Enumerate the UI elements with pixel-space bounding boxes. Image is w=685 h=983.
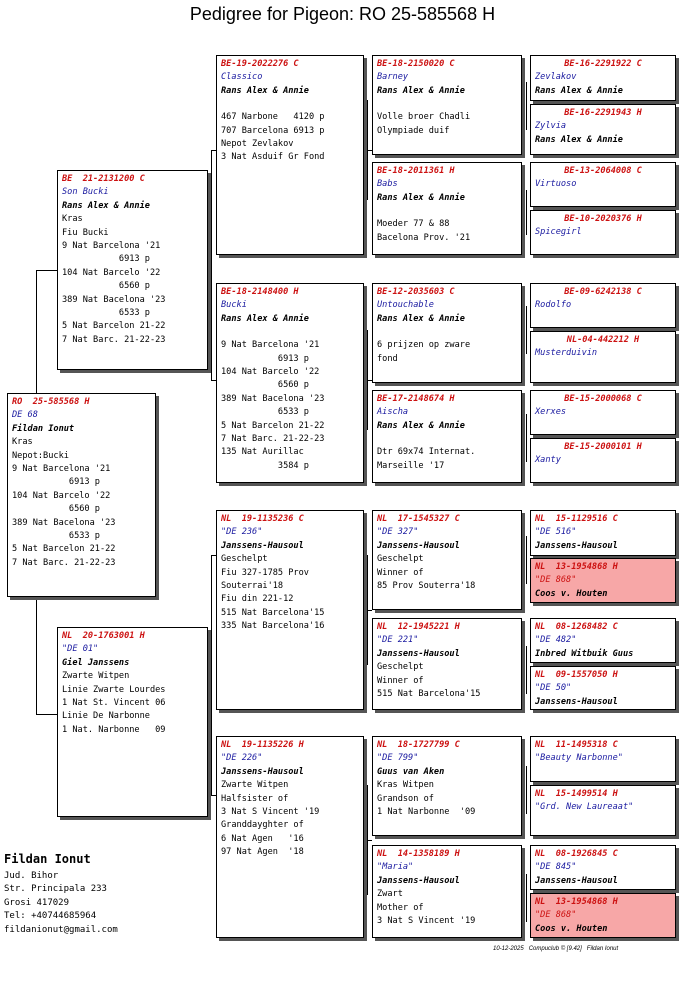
pigeon-name: "DE 327" (377, 527, 419, 538)
connector-line (36, 270, 59, 271)
sds-card[interactable] (372, 283, 522, 383)
ring-number: BE-18-2011361 H (377, 166, 455, 176)
g5-card-9[interactable] (530, 510, 676, 556)
info-line: 3 Nat S Vincent '19 (221, 807, 320, 818)
g5-card-1[interactable] (530, 55, 676, 101)
ring-number: NL 18-1727799 C (377, 740, 460, 750)
breeder-name: Rans Alex & Annie (535, 134, 623, 145)
pigeon-name: "DE 516" (535, 527, 577, 538)
breeder-name: Janssens-Hausoul (377, 648, 460, 659)
connector-line (526, 190, 527, 235)
info-line: 6533 p (62, 308, 150, 319)
ddd-card[interactable] (372, 845, 522, 938)
pigeon-name: "DE 01" (62, 644, 99, 655)
info-line: 515 Nat Barcelona'15 (221, 607, 325, 618)
connector-line (36, 270, 37, 393)
ring-number: BE-17-2148674 H (377, 394, 455, 404)
pigeon-name: "Grd. New Laureaat" (535, 802, 634, 813)
connector-line (211, 150, 212, 380)
info-line: Zwart (377, 889, 403, 900)
breeder-name: Rans Alex & Annie (377, 420, 465, 431)
info-line: Zwarte Witpen (62, 671, 130, 682)
info-line: Souterrai'18 (221, 581, 284, 592)
pigeon-name: "DE 50" (535, 683, 572, 694)
pigeon-name: Zylvia (535, 121, 567, 132)
connector-line (526, 536, 527, 584)
info-line: 9 Nat Barcelona '21 (62, 241, 161, 252)
g5-card-10[interactable] (530, 558, 676, 603)
info-line: Geschelpt (221, 554, 268, 565)
connector-line (367, 610, 372, 611)
ring-number: BE-18-2150020 C (377, 59, 455, 69)
info-line: Granddayghter of (221, 820, 304, 831)
pigeon-name: Aischa (377, 407, 409, 418)
info-line: 389 Nat Bacelona '23 (221, 393, 325, 404)
info-line: Linie De Narbonne (62, 711, 150, 722)
info-line: 389 Nat Bacelona '23 (62, 294, 166, 305)
info-line: 3 Nat Asduif Gr Fond (221, 152, 325, 163)
info-line: 6 prijzen op zware (377, 340, 471, 351)
info-line: 6913 p (12, 477, 100, 488)
info-line: Dtr 69x74 Internat. (377, 447, 476, 458)
owner-phone: Tel: +40744685964 (4, 911, 97, 921)
ring-number: NL 15-1499514 H (535, 789, 618, 799)
ring-number: NL 08-1926845 C (535, 849, 618, 859)
ring-number: BE 21-2131200 C (62, 174, 145, 184)
pigeon-name: "DE 236" (221, 527, 263, 538)
info-line: Geschelpt (377, 662, 424, 673)
pigeon-name: "DE 482" (535, 635, 577, 646)
info-line: 1 Nat. Narbonne 09 (62, 724, 166, 735)
info-line: Grandson of (377, 793, 434, 804)
info-line: 104 Nat Barcelo '22 (221, 367, 320, 378)
pigeon-name: Virtuoso (535, 179, 577, 190)
pigeon-name: DE 68 (12, 410, 38, 421)
info-line: 6560 p (12, 504, 100, 515)
g5-card-7[interactable] (530, 390, 676, 435)
ring-number: BE-15-2000068 C (564, 394, 642, 404)
g5-card-8[interactable] (530, 438, 676, 483)
pigeon-name: "DE 226" (221, 753, 263, 764)
breeder-name: Fildan Ionut (12, 423, 75, 434)
ring-number: BE-12-2035603 C (377, 287, 455, 297)
info-line: 9 Nat Barcelona '21 (12, 464, 111, 475)
pigeon-name: "DE 799" (377, 753, 419, 764)
info-line: Fiu Bucki (62, 227, 109, 238)
info-line: 7 Nat Barc. 21-22-23 (12, 557, 116, 568)
info-line: Olympiade duif (377, 125, 450, 136)
info-line: 9 Nat Barcelona '21 (221, 340, 320, 351)
owner-city: Grosi 417029 (4, 897, 70, 908)
info-line: 135 Nat Aurillac (221, 447, 304, 458)
pigeon-name: Untouchable (377, 300, 434, 311)
ring-number: RO 25-585568 H (12, 397, 90, 407)
info-line: 3 Nat S Vincent '19 (377, 916, 476, 927)
pigeon-name: Classico (221, 72, 263, 83)
owner-street: Str. Principala 233 (4, 884, 107, 894)
info-line: 7 Nat Barc. 21-22-23 (62, 334, 166, 345)
info-line: 104 Nat Barcelo '22 (62, 267, 161, 278)
info-line: Fiu 327-1785 Prov (221, 567, 309, 578)
ring-number: BE-16-2291943 H (564, 108, 642, 118)
owner-email[interactable]: fildanionut@gmail.com (4, 924, 118, 935)
info-line: 5 Nat Barcelon 21-22 (12, 544, 116, 555)
dsd-card[interactable] (372, 618, 522, 710)
connector-line (526, 82, 527, 130)
breeder-name: Rans Alex & Annie (377, 85, 465, 96)
owner-name: Fildan Ionut (4, 852, 91, 866)
ring-number: BE-15-2000101 H (564, 442, 642, 452)
pigeon-name: "Maria" (377, 862, 414, 873)
info-line: 97 Nat Agen '18 (221, 847, 304, 858)
pigeon-name: "DE 868" (535, 575, 577, 586)
pigeon-name: "Beauty Narbonne" (535, 753, 623, 764)
pigeon-name: Barney (377, 72, 409, 83)
pigeon-name: Zevlakov (535, 72, 577, 83)
info-line: 85 Prov Souterra'18 (377, 581, 476, 592)
connector-line (367, 840, 372, 841)
breeder-name: Rans Alex & Annie (62, 200, 150, 211)
info-line: 335 Nat Barcelona'16 (221, 621, 325, 632)
dam-dam-card[interactable] (216, 736, 364, 938)
info-line: 3584 p (221, 460, 309, 471)
g5-card-13[interactable] (530, 736, 676, 782)
info-line: 6533 p (12, 531, 100, 542)
g5-card-15[interactable] (530, 845, 676, 890)
info-line: 6913 p (221, 353, 309, 364)
pigeon-name: Babs (377, 179, 398, 190)
info-line: Winner of (377, 567, 424, 578)
ring-number: NL 09-1557050 H (535, 670, 618, 680)
info-line: Fiu din 221-12 (221, 594, 294, 605)
connector-line (526, 766, 527, 814)
ring-number: BE-18-2148400 H (221, 287, 299, 297)
connector-line (526, 414, 527, 462)
breeder-name: Rans Alex & Annie (377, 313, 465, 324)
info-line: Volle broer Chadli (377, 112, 471, 123)
breeder-name: Inbred Witbuik Guus (535, 648, 634, 659)
info-line: 6560 p (221, 380, 309, 391)
connector-line (526, 306, 527, 354)
ring-number: NL 15-1129516 C (535, 514, 618, 524)
breeder-name: Janssens-Hausoul (377, 540, 460, 551)
info-line: 5 Nat Barcelon 21-22 (62, 321, 166, 332)
footer-credit: 10-12-2025 Compuclub © [9.42] Fildan Ionut (493, 946, 619, 952)
ring-number: NL 13-1954868 H (535, 562, 618, 572)
connector-line (526, 874, 527, 922)
info-line: Moeder 77 & 88 (377, 219, 450, 230)
pigeon-name: Xerxes (535, 407, 567, 418)
ring-number: NL 12-1945221 H (377, 622, 460, 632)
pigeon-name: "DE 868" (535, 910, 577, 921)
ring-number: BE-10-2020376 H (564, 214, 642, 224)
g5-card-6[interactable] (530, 331, 676, 383)
ring-number: BE-19-2022276 C (221, 59, 299, 69)
pigeon-name: Musterduivin (535, 348, 598, 359)
info-line: Bacelona Prov. '21 (377, 232, 471, 243)
info-line: 6533 p (221, 407, 309, 418)
info-line: Kras Witpen (377, 780, 434, 791)
ring-number: BE-13-2064008 C (564, 166, 642, 176)
g5-card-2[interactable] (530, 104, 676, 155)
g5-card-4[interactable] (530, 210, 676, 255)
connector-line (36, 597, 37, 714)
dam-card[interactable] (57, 627, 208, 817)
info-line: 104 Nat Barcelo '22 (12, 490, 111, 501)
info-line: 1 Nat St. Vincent 06 (62, 698, 166, 709)
breeder-name: Janssens-Hausoul (535, 696, 618, 707)
breeder-name: Coos v. Houten (535, 923, 608, 934)
pigeon-name: Xanty (535, 455, 561, 466)
dam-sire-card[interactable] (216, 510, 364, 710)
info-line: 707 Barcelona 6913 p (221, 125, 325, 136)
ring-number: NL 19-1135236 C (221, 514, 304, 524)
info-line: 467 Narbone 4120 p (221, 112, 325, 123)
pigeon-name: Rodolfo (535, 300, 572, 311)
ring-number: NL 20-1763001 H (62, 631, 145, 641)
breeder-name: Guus van Aken (377, 766, 445, 777)
info-line: 5 Nat Barcelon 21-22 (221, 420, 325, 431)
ring-number: BE-16-2291922 C (564, 59, 642, 69)
pigeon-name: Bucki (221, 300, 247, 311)
ring-number: BE-09-6242138 C (564, 287, 642, 297)
g5-card-5[interactable] (530, 283, 676, 328)
info-line: Geschelpt (377, 554, 424, 565)
g5-card-3[interactable] (530, 162, 676, 207)
breeder-name: Rans Alex & Annie (221, 313, 309, 324)
info-line: Halfsister of (221, 793, 289, 804)
info-line: Marseille '17 (377, 460, 445, 471)
pigeon-name: Spicegirl (535, 227, 582, 238)
page-title: Pedigree for Pigeon: RO 25-585568 H (189, 4, 496, 24)
info-line: Winner of (377, 675, 424, 686)
info-line: Mother of (377, 902, 424, 913)
breeder-name: Janssens-Hausoul (535, 875, 618, 886)
ring-number: NL-04-442212 H (566, 335, 640, 345)
g5-card-16[interactable] (530, 893, 676, 938)
breeder-name: Giel Janssens (62, 657, 130, 668)
dss-card[interactable] (372, 510, 522, 610)
pigeon-name: "DE 845" (535, 862, 577, 873)
ring-number: NL 08-1268482 C (535, 622, 618, 632)
info-line: 1 Nat Narbonne '09 (377, 807, 476, 818)
info-line: Linie Zwarte Lourdes (62, 684, 166, 695)
breeder-name: Janssens-Hausoul (535, 540, 618, 551)
g5-card-12[interactable] (530, 666, 676, 710)
ring-number: NL 13-1954868 H (535, 897, 618, 907)
subject-card[interactable] (7, 393, 156, 597)
info-line: 6913 p (62, 254, 150, 265)
owner-county: Jud. Bihor (4, 870, 59, 881)
breeder-name: Rans Alex & Annie (535, 85, 623, 96)
info-line: Zwarte Witpen (221, 780, 289, 791)
sire-card[interactable] (57, 170, 208, 370)
ring-number: NL 11-1495318 C (535, 740, 618, 750)
owner-info (4, 853, 118, 937)
connector-line (36, 714, 59, 715)
g5-card-14[interactable] (530, 785, 676, 836)
info-line: Nepot:Bucki (12, 450, 69, 461)
ring-number: NL 14-1358189 H (377, 849, 460, 859)
pigeon-name: "DE 221" (377, 635, 419, 646)
info-line: 6 Nat Agen '16 (221, 833, 304, 844)
info-line: Nepot Zevlakov (221, 139, 294, 150)
breeder-name: Janssens-Hausoul (221, 766, 304, 777)
info-line: fond (377, 353, 398, 364)
info-line: 389 Nat Bacelona '23 (12, 517, 116, 528)
pigeon-name: Son Bucki (62, 187, 109, 198)
dds-card[interactable] (372, 736, 522, 836)
sire-dam-card[interactable] (216, 283, 364, 483)
info-line: 7 Nat Barc. 21-22-23 (221, 434, 325, 445)
ring-number: NL 19-1135226 H (221, 740, 304, 750)
connector-line (526, 646, 527, 694)
info-line: Kras (62, 214, 83, 225)
breeder-name: Janssens-Hausoul (221, 540, 304, 551)
info-line: 6560 p (62, 281, 150, 292)
breeder-name: Rans Alex & Annie (221, 85, 309, 96)
breeder-name: Janssens-Hausoul (377, 875, 460, 886)
sdd-card[interactable] (372, 390, 522, 483)
breeder-name: Coos v. Houten (535, 588, 608, 599)
breeder-name: Rans Alex & Annie (377, 192, 465, 203)
info-line: 515 Nat Barcelona'15 (377, 689, 481, 700)
g5-card-11[interactable] (530, 618, 676, 663)
sire-sire-card[interactable] (216, 55, 364, 255)
ssd-card[interactable] (372, 162, 522, 255)
sss-card[interactable] (372, 55, 522, 155)
connector-line (211, 555, 212, 795)
ring-number: NL 17-1545327 C (377, 514, 460, 524)
info-line: Kras (12, 437, 33, 448)
